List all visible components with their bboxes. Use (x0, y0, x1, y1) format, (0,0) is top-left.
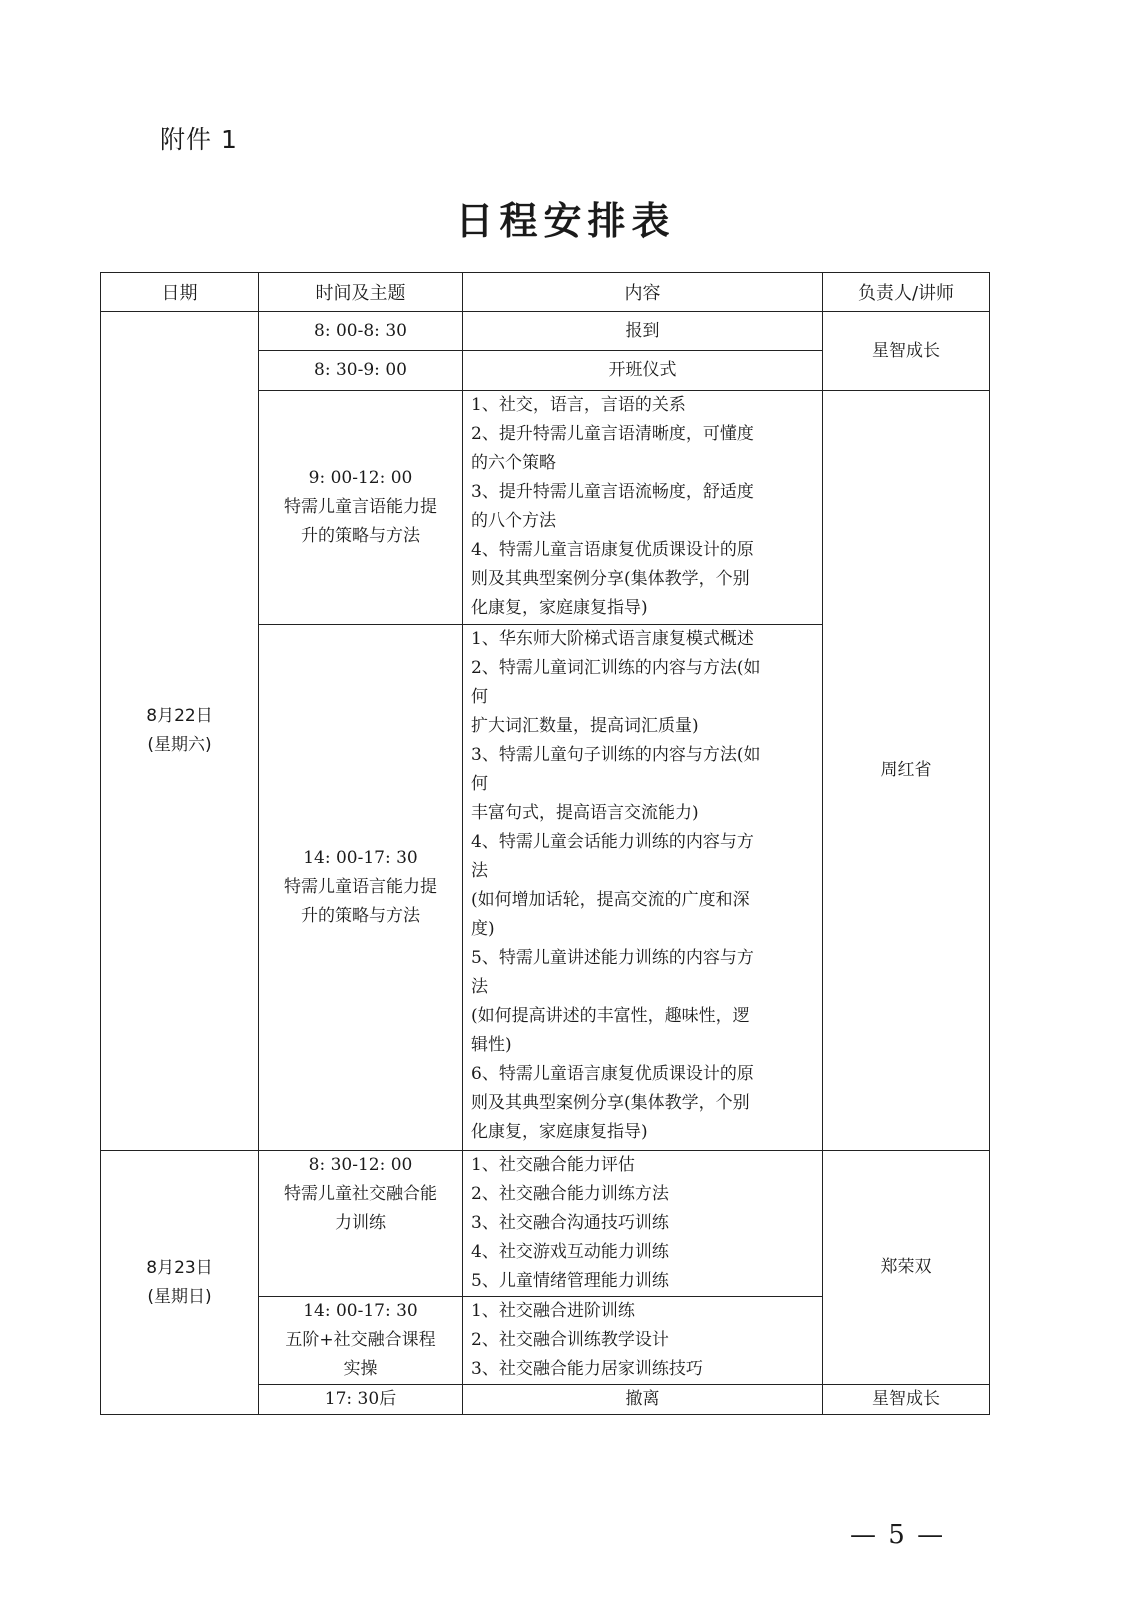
content-line: 法 (471, 861, 488, 881)
day1-date: 8月22日 (146, 706, 213, 726)
content-line: (如何增加话轮，提高交流的广度和深 (471, 890, 750, 910)
content-line: 的八个方法 (471, 511, 556, 531)
content-cell: 撤离 (463, 1385, 823, 1415)
session-topic-line: 特需儿童语言能力提 (284, 877, 437, 897)
content-line: 6、特需儿童语言康复优质课设计的原 (471, 1064, 754, 1084)
content-cell (463, 1151, 823, 1297)
content-line: 3、社交融合能力居家训练技巧 (471, 1359, 703, 1379)
content-line: 4、特需儿童言语康复优质课设计的原 (471, 540, 754, 560)
content-cell: 报到 (463, 312, 823, 351)
table-header-row (101, 273, 990, 312)
content-line: 扩大词汇数量，提高词汇质量) (471, 716, 699, 736)
time-topic-cell (259, 1151, 463, 1297)
session-topic-line: 五阶+社交融合课程 (285, 1330, 436, 1350)
content-line: 度) (471, 919, 495, 939)
session-topic-line: 力训练 (335, 1213, 386, 1233)
day1-date-cell (101, 312, 259, 1151)
session-topic-line: 实操 (343, 1359, 378, 1379)
content-cell (463, 391, 823, 625)
table-row (101, 312, 990, 351)
session-time: 8: 30-12: 00 (308, 1155, 413, 1175)
schedule-table (100, 272, 990, 1415)
day2-weekday: (星期日) (147, 1286, 212, 1307)
content-line: 的六个策略 (471, 453, 556, 473)
header-date: 日期 (101, 273, 259, 312)
content-line: 1、华东师大阶梯式语言康复模式概述 (471, 629, 754, 649)
content-line: 3、特需儿童句子训练的内容与方法(如 (471, 745, 761, 765)
content-line: 2、社交融合能力训练方法 (471, 1184, 669, 1204)
content-line: 2、提升特需儿童言语清晰度，可懂度 (471, 424, 754, 444)
day1-weekday: (星期六) (147, 735, 212, 755)
content-line: 5、特需儿童讲述能力训练的内容与方 (471, 948, 754, 968)
content-line: 2、特需儿童词汇训练的内容与方法(如 (471, 658, 761, 678)
day2-date: 8月23日 (146, 1257, 213, 1278)
session-time: 9: 00-12: 00 (308, 468, 413, 488)
content-line: 3、社交融合沟通技巧训练 (471, 1213, 669, 1233)
lead-cell: 星智成长 (823, 1385, 990, 1415)
content-line: 2、社交融合训练教学设计 (471, 1330, 669, 1350)
content-line: 何 (471, 687, 488, 707)
session-topic-line: 升的策略与方法 (301, 906, 420, 926)
time-topic-cell (259, 625, 463, 1151)
content-line: 法 (471, 977, 488, 997)
session-time: 14: 00-17: 30 (303, 848, 418, 868)
session-time: 14: 00-17: 30 (303, 1301, 418, 1321)
session-topic-line: 升的策略与方法 (301, 526, 420, 546)
content-cell (463, 625, 823, 1151)
content-cell: 开班仪式 (463, 351, 823, 391)
content-line: 丰富句式，提高语言交流能力) (471, 803, 699, 823)
content-line: 则及其典型案例分享(集体教学，个别 (471, 1093, 750, 1113)
time-cell: 17: 30后 (259, 1385, 463, 1415)
header-time-topic: 时间及主题 (259, 273, 463, 312)
lead-cell: 星智成长 (823, 312, 990, 391)
content-line: 4、社交游戏互动能力训练 (471, 1242, 669, 1262)
header-content: 内容 (463, 273, 823, 312)
content-line: 何 (471, 774, 488, 794)
time-topic-cell (259, 1297, 463, 1385)
content-line: 1、社交融合进阶训练 (471, 1301, 635, 1321)
table-row (101, 1151, 990, 1297)
content-line: 辑性) (471, 1035, 512, 1055)
session-topic-line: 特需儿童言语能力提 (284, 497, 437, 517)
content-line: 化康复，家庭康复指导) (471, 598, 648, 618)
page-number: — 5 — (850, 1520, 946, 1550)
lead-cell: 周红省 (823, 391, 990, 1151)
content-cell (463, 1297, 823, 1385)
content-line: 4、特需儿童会话能力训练的内容与方 (471, 832, 754, 852)
content-line: 1、社交，语言，言语的关系 (471, 395, 686, 415)
time-cell: 8: 00-8: 30 (259, 312, 463, 351)
content-line: 化康复，家庭康复指导) (471, 1122, 648, 1142)
attachment-label: 附件 1 (160, 125, 238, 154)
content-line: 则及其典型案例分享(集体教学，个别 (471, 569, 750, 589)
session-topic-line: 特需儿童社交融合能 (284, 1184, 437, 1204)
header-lead: 负责人/讲师 (823, 273, 990, 312)
time-cell: 8: 30-9: 00 (259, 351, 463, 391)
content-line: (如何提高讲述的丰富性，趣味性，逻 (471, 1006, 750, 1026)
content-line: 1、社交融合能力评估 (471, 1155, 635, 1175)
content-line: 3、提升特需儿童言语流畅度，舒适度 (471, 482, 754, 502)
content-line: 5、儿童情绪管理能力训练 (471, 1271, 669, 1291)
time-topic-cell (259, 391, 463, 625)
page-title: 日程安排表 (455, 198, 676, 243)
day2-date-cell (101, 1151, 259, 1415)
lead-cell: 郑荣双 (823, 1151, 990, 1385)
